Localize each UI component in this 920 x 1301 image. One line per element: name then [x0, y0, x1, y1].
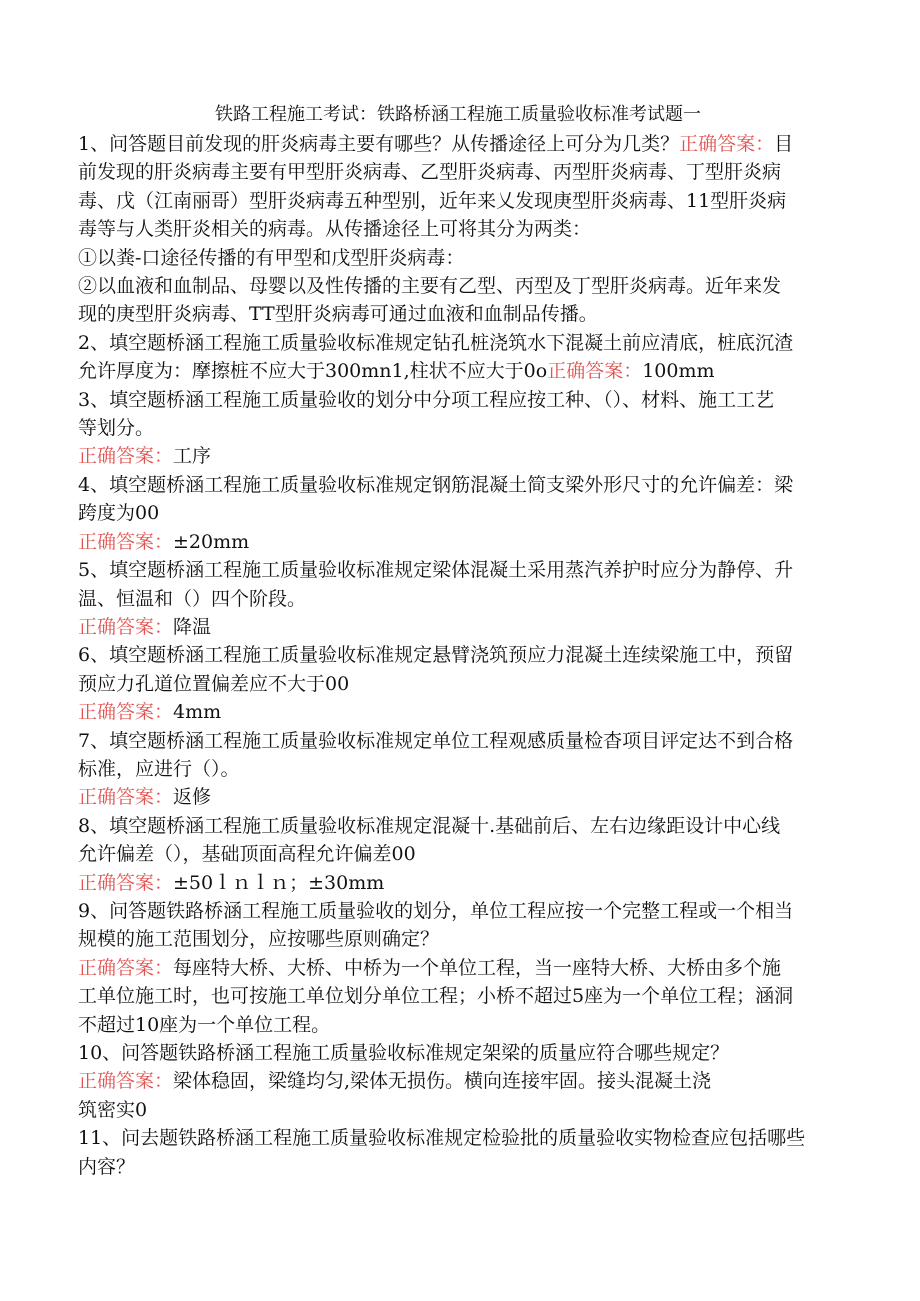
text-line [78, 982, 838, 1010]
text-line [78, 670, 838, 698]
text-line [78, 329, 838, 357]
line-text: 内容？ [78, 1155, 136, 1178]
answer-text: 4mm [173, 701, 222, 724]
text-line [78, 897, 838, 925]
answer-text: ±50ｌｎｌｎ；±30mm [173, 871, 385, 894]
text-line [78, 442, 838, 470]
text-line [78, 1039, 838, 1067]
answer-text: 工序 [173, 445, 212, 468]
text-line [78, 1153, 838, 1181]
line-text: 2、填空题桥涵工程施工质量验收标准规定钻孔桩浇筑水下混凝土前应清底，桩底沉渣 [78, 331, 794, 354]
text-line [78, 613, 838, 641]
line-text: 11、问去题铁路桥涵工程施工质量验收标准规定检验批的质量验收实物检查应包括哪些 [78, 1127, 806, 1150]
line-text: 允许偏差（），基础顶面高程允许偏差00 [78, 843, 416, 866]
answer-label: 正确答案： [78, 1070, 174, 1093]
text-line [78, 727, 838, 755]
text-line [78, 585, 838, 613]
line-text: 3、填空题桥涵工程施工质量验收的划分中分项工程应按工种、（）、材料、施工工艺 [78, 388, 775, 411]
text-line [78, 641, 838, 669]
line-text: 标准，应进行（）。 [78, 757, 240, 780]
line-text: ①以粪-口途径传播的有甲型和戊型肝炎病毒： [78, 246, 465, 269]
text-line [78, 528, 838, 556]
answer-label: 正确答案： [78, 786, 174, 809]
line-text: 筑密实0 [78, 1098, 148, 1121]
answer-label: 正确答案： [78, 871, 174, 894]
line-text: 1、问答题目前发现的肝炎病毒主要有哪些？从传播途径上可分为几类？ [78, 133, 680, 155]
line-text: 4、填空题桥涵工程施工质量验收标准规定钢筋混凝土简支梁外形尺寸的允许偏差：梁 [78, 473, 794, 496]
answer-text: 返修 [173, 786, 212, 809]
line-text: 不超过10座为一个单位工程。 [78, 1013, 331, 1036]
text-line [78, 1124, 838, 1152]
line-text: 等划分。 [78, 417, 155, 440]
text-line [78, 386, 838, 414]
text-line [78, 925, 838, 953]
text-line [78, 272, 838, 300]
answer-label: 正确答案： [78, 701, 174, 724]
answer-text: 目 [774, 133, 794, 155]
text-line [78, 187, 838, 215]
line-text: 预应力孔道位置偏差应不大于00 [78, 672, 350, 695]
answer-label: 正确答案： [78, 615, 174, 638]
answer-text: 每座特大桥、大桥、中桥为一个单位工程，当一座特大桥、大桥由多个施 [173, 956, 782, 979]
text-line [78, 869, 838, 897]
line-text: 现的庚型肝炎病毒、TT型肝炎病毒可通过血液和血制品传播。 [78, 303, 598, 326]
text-line [78, 1011, 838, 1039]
answer-text: 降温 [173, 615, 212, 638]
text-line [78, 414, 838, 442]
line-text: 前发现的肝炎病毒主要有甲型肝炎病毒、乙型肝炎病毒、丙型肝炎病毒、丁型肝炎病 [78, 161, 782, 184]
answer-text: 100mm [642, 360, 715, 383]
text-line [78, 556, 838, 584]
answer-text: ±20mm [173, 530, 250, 553]
text-line [78, 357, 838, 385]
text-line [78, 1096, 838, 1124]
text-line [78, 783, 838, 811]
text-line [78, 158, 838, 186]
text-line [78, 499, 838, 527]
text-line [78, 215, 838, 243]
answer-label: 正确答案： [78, 530, 174, 553]
text-line [78, 755, 838, 783]
line-text: 6、填空题桥涵工程施工质量验收标准规定悬臂浇筑预应力混凝土连续梁施工中，预留 [78, 644, 794, 667]
line-text: 温、恒温和（）四个阶段。 [78, 587, 307, 610]
text-line [78, 698, 838, 726]
line-text: 毒、戊（江南丽哥）型肝炎病毒五种型别，近年来乂发现庚型肝炎病毒、11型肝炎病 [78, 189, 787, 212]
answer-label: 正确答案： [78, 956, 174, 979]
line-text: 8、填空题桥涵工程施工质量验收标准规定混凝十.基础前后、左右边缘距设计中心线 [78, 814, 781, 837]
text-line [78, 244, 838, 272]
answer-label: 正确答案： [547, 360, 643, 383]
document-body [78, 130, 838, 1181]
line-text: ②以血液和血制品、母婴以及性传播的主要有乙型、丙型及丁型肝炎病毒。近年来发 [78, 275, 782, 298]
answer-text: 梁体稳固，梁缝均匀,梁体无损伤。横向连接牢固。接头混凝土浇 [173, 1070, 712, 1093]
text-line [78, 300, 838, 328]
answer-label: 正确答案： [78, 445, 174, 468]
text-line [78, 471, 838, 499]
line-text: 毒等与人类肝炎相关的病毒。从传播途径上可将其分为两类： [78, 218, 592, 241]
text-line [78, 812, 838, 840]
text-line [78, 954, 838, 982]
line-text: 规模的施工范围划分，应按哪些原则确定？ [78, 928, 440, 951]
answer-label: 正确答案： [679, 133, 775, 155]
line-text: 7、填空题桥涵工程施工质量验收标准规定单位工程观感质量检杳项目评定达不到合格 [78, 729, 794, 752]
line-text: 跨度为00 [78, 502, 160, 525]
document-title: 铁路工程施工考试：铁路桥涵工程施工质量验收标准考试题一 [215, 104, 701, 125]
line-text: 允许厚度为：摩擦桩不应大于300mn1,柱状不应大于0o [78, 360, 548, 383]
line-text: 工单位施工时，也可按施工单位划分单位工程；小桥不超过5座为一个单位工程；涵洞 [78, 985, 794, 1008]
document-page [78, 100, 838, 1181]
line-text: 10、问答题铁路桥涵工程施工质量验收标准规定架梁的质量应符合哪些规定？ [78, 1042, 730, 1064]
line-text: 9、问答题铁路桥涵工程施工质量验收的划分，单位工程应按一个完整工程或一个相当 [78, 899, 794, 922]
line-text: 5、填空题桥涵工程施工质量验收标准规定梁体混凝土采用蒸汽养护时应分为静停、升 [78, 559, 794, 582]
text-line [78, 1067, 838, 1095]
text-line [78, 840, 838, 868]
text-line [78, 130, 838, 158]
